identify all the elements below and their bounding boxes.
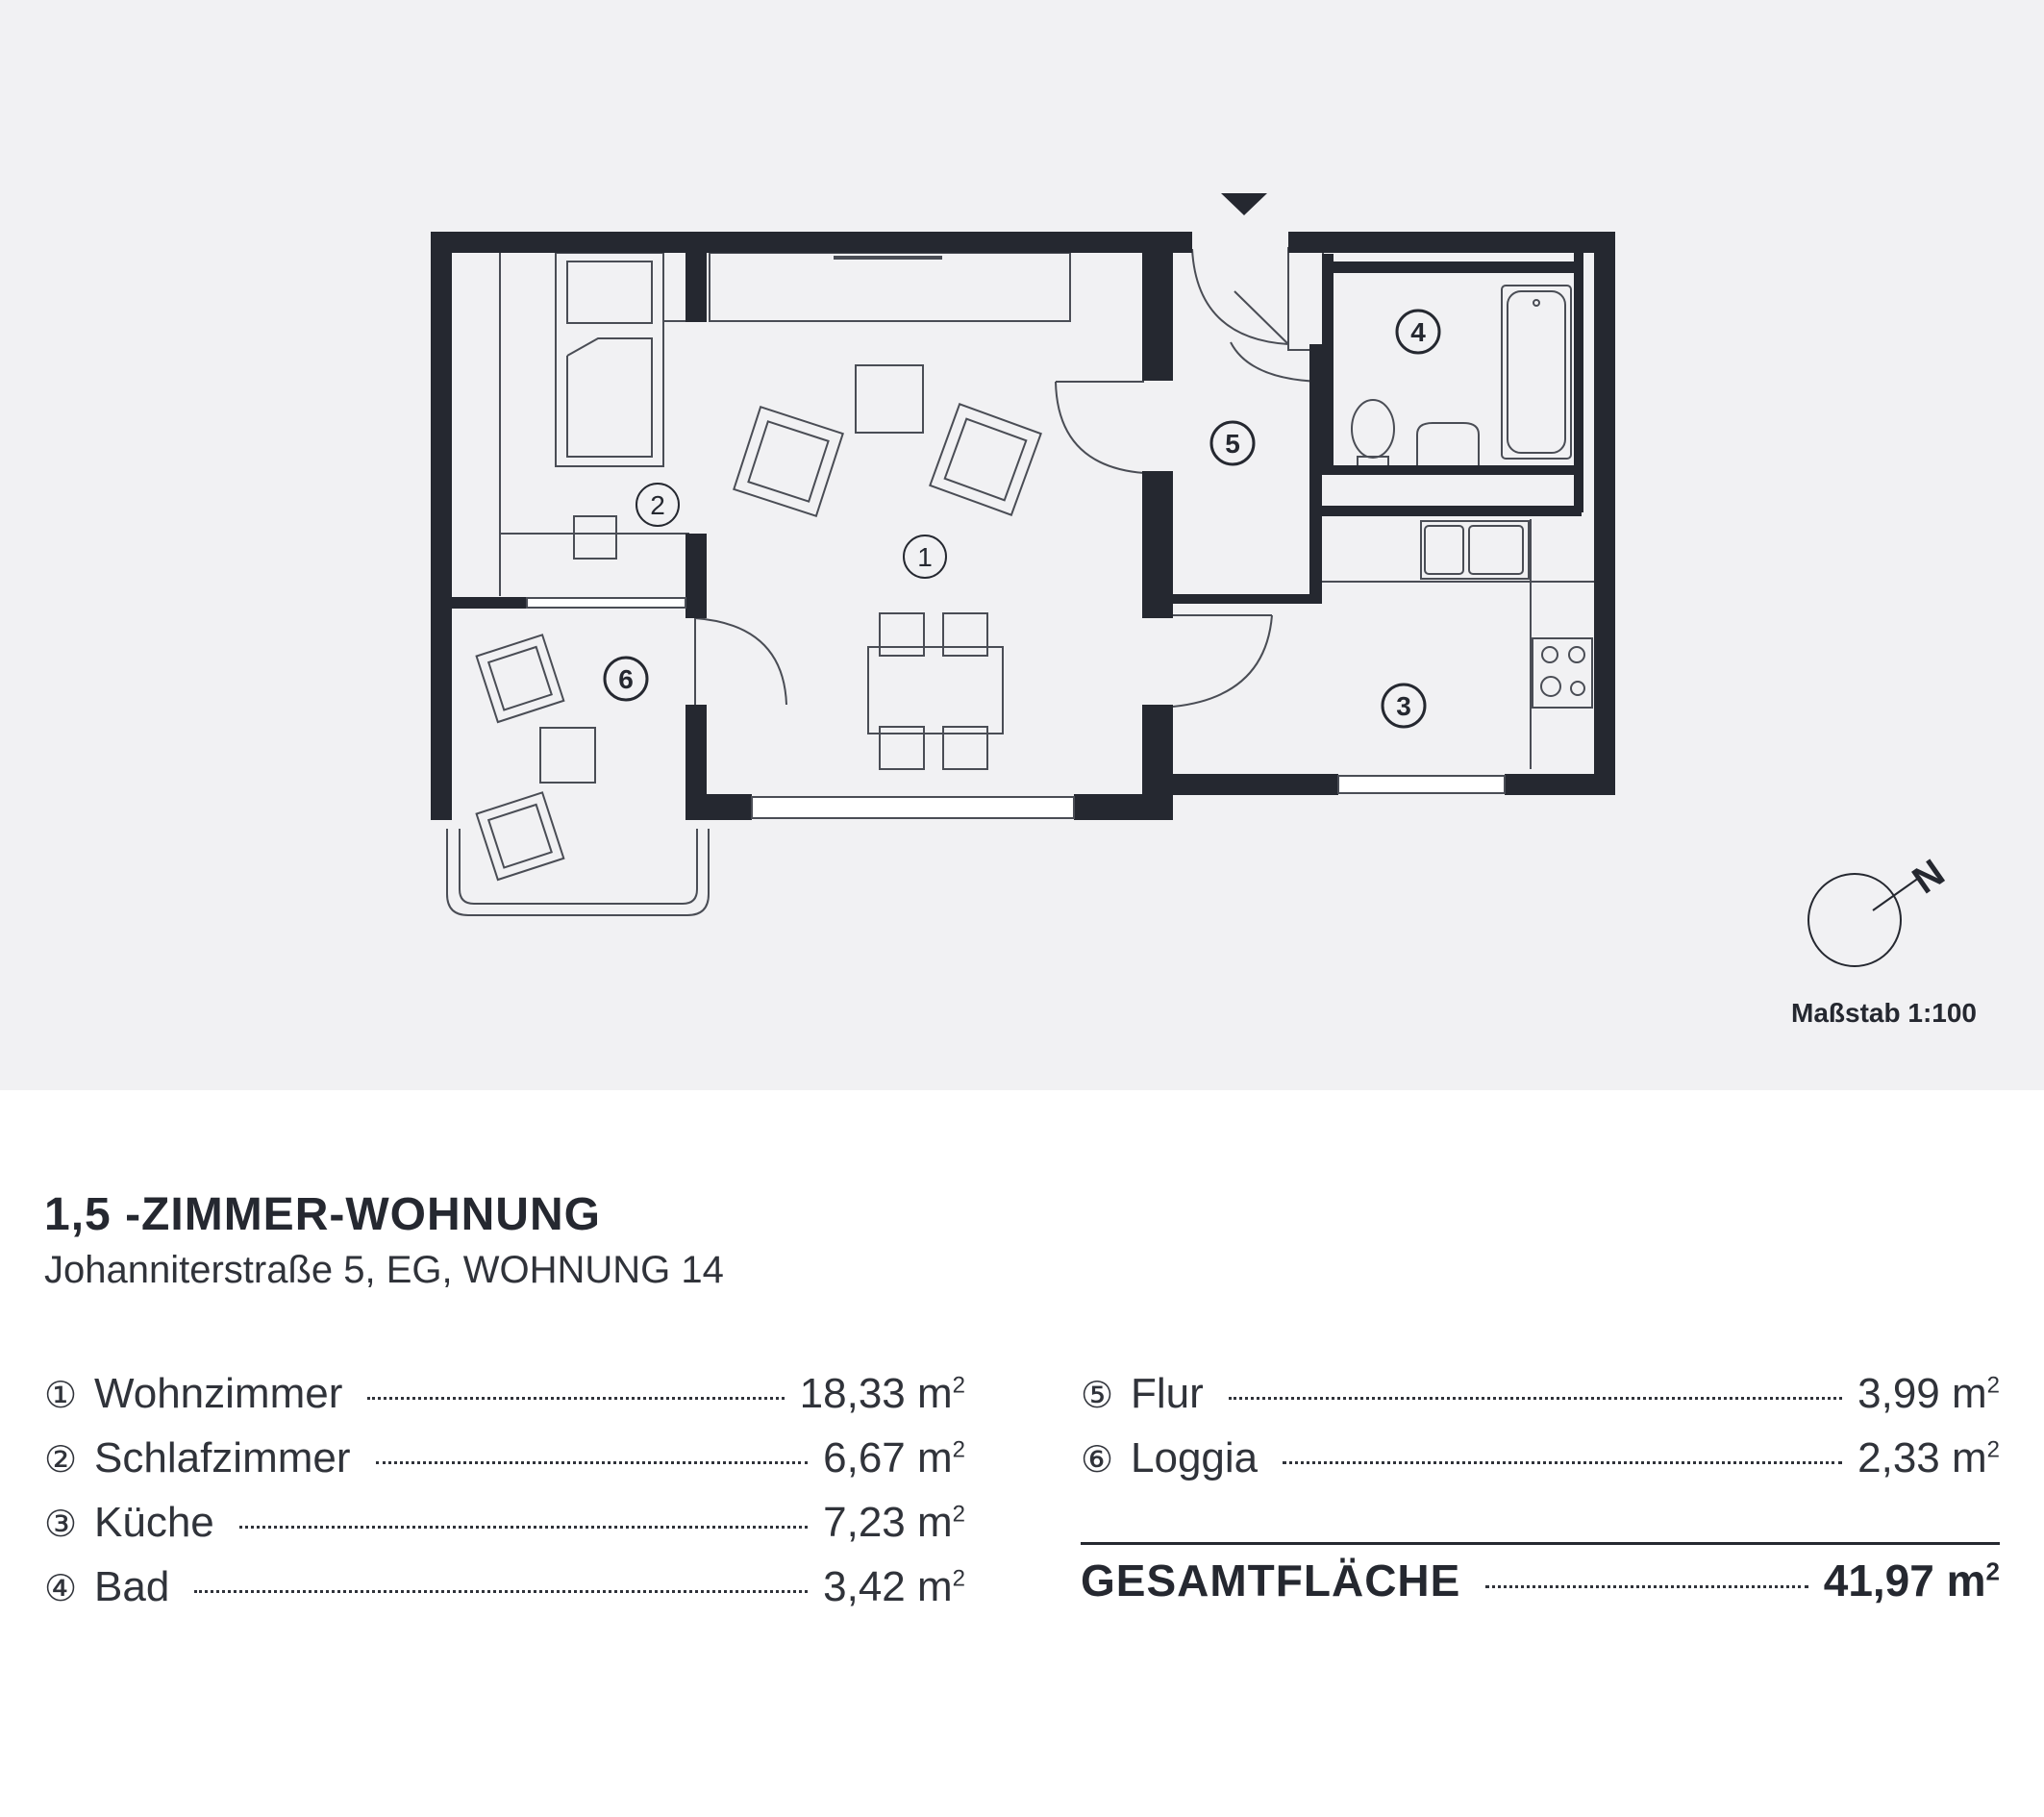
area-row: ⑥ Loggia 2,33 $m^2$ — [1081, 1434, 2000, 1481]
armchair-right — [930, 404, 1040, 514]
total-label: GESAMTFLÄCHE — [1081, 1556, 1461, 1605]
apartment-address: Johanniterstraße 5, EG, WOHNUNG 14 — [44, 1248, 724, 1291]
total-row — [1081, 1555, 2000, 1622]
room-marker-5: 5 — [1225, 429, 1240, 459]
bed — [556, 253, 663, 466]
window — [752, 797, 1074, 818]
loggia-table — [540, 728, 595, 783]
total-value: 41,97 $m^2$ — [1823, 1556, 2000, 1605]
room-marker-1: 1 — [917, 542, 933, 572]
apartment-info — [44, 1187, 2000, 1610]
dot-leader — [194, 1590, 808, 1593]
desk-chair — [574, 516, 616, 559]
dot-leader — [1283, 1461, 1842, 1464]
dot-leader — [376, 1461, 809, 1464]
area-column-left — [44, 1370, 965, 1628]
room-marker-4: 4 — [1410, 317, 1426, 347]
area-row: ⑤ Flur 3,99 $m^2$ — [1081, 1370, 2000, 1417]
dot-leader — [1229, 1397, 1842, 1400]
dot-leader — [1485, 1585, 1807, 1588]
dining-table — [868, 647, 1003, 734]
washbasin — [1417, 423, 1479, 466]
scale-label: Maßstab 1:100 — [1791, 998, 1977, 1028]
window — [1338, 776, 1505, 793]
entrance-arrow — [1221, 193, 1267, 215]
room-marker-6: 6 — [618, 664, 634, 694]
tv-board — [710, 253, 1070, 321]
total-divider — [1081, 1542, 2000, 1545]
area-row: ③ Küche 7,23 $m^2$ — [44, 1499, 965, 1546]
loggia-chair-top — [477, 635, 564, 722]
dot-leader — [239, 1526, 808, 1529]
dining-chair — [943, 613, 987, 656]
loggia-chair-bottom — [477, 792, 564, 880]
pillow — [567, 261, 652, 323]
north-label: N — [1905, 851, 1953, 903]
north-compass — [1808, 874, 1919, 966]
stove — [1533, 638, 1592, 708]
dining-chair — [880, 613, 924, 656]
dot-leader — [367, 1397, 784, 1400]
area-row: ① Wohnzimmer 18,33 $m^2$ — [44, 1370, 965, 1417]
area-row: ④ Bad 3,42 $m^2$ — [44, 1563, 965, 1610]
toilet — [1352, 400, 1394, 458]
armchair-left — [734, 407, 842, 515]
room-marker-2: 2 — [650, 490, 665, 520]
window — [527, 598, 685, 608]
area-row: ② Schlafzimmer 6,67 $m^2$ — [44, 1434, 965, 1481]
room-marker-3: 3 — [1396, 691, 1411, 721]
bathtub — [1502, 286, 1571, 459]
sink — [1421, 521, 1529, 579]
area-column-right — [1081, 1370, 2000, 1622]
coffee-table — [856, 365, 923, 433]
apartment-title: 1,5 -ZIMMER-WOHNUNG — [44, 1189, 601, 1240]
